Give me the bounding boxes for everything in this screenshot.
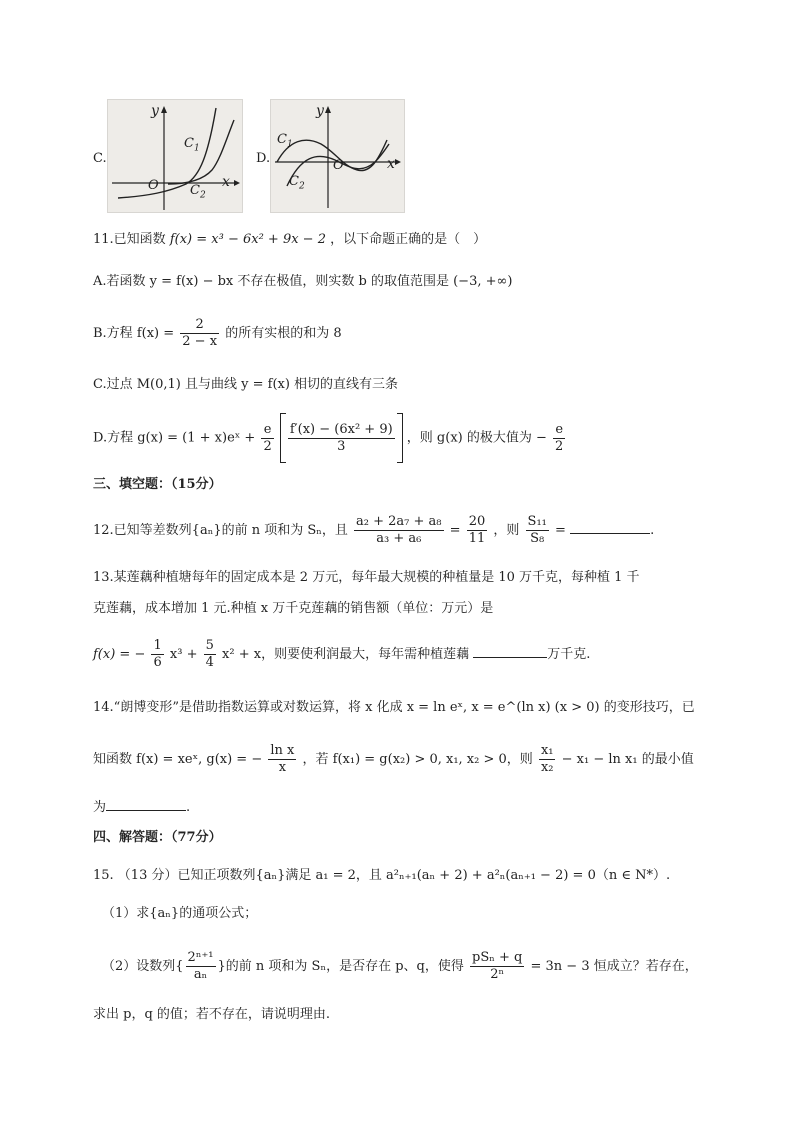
graph-d [271, 100, 404, 212]
left-bracket [280, 413, 286, 463]
q15-part-2-continued: 求出 p，q 的值；若不存在，请说明理由. [93, 1007, 331, 1022]
q11-d-inner: $\frac{\text{f′(x) − (6x² + 9)}}{3}$ [289, 421, 393, 454]
q15-stem: 15. （13 分）已知正项数列{aₙ}满足 a₁ = 2，且 a²ₙ₊₁(aₙ + 2) + a²ₙ(aₙ₊₁ − 2) = 0（n ∈ N*）. [93, 868, 671, 883]
q11-option-b: B.方程 f(x) = $\frac{2}{2 - x}$ 的所有实根的和为 8 [93, 317, 342, 349]
d-y-axis-label: y [316, 103, 324, 119]
q14-line-3: 为 . [93, 800, 191, 815]
q15-condition-fraction: $\frac{\text{pSₙ + q}}{\text{2ⁿ}}$ [472, 950, 523, 982]
q12-fraction-3: $\frac{\text{S₁₁}}{\text{S₈}}$ [527, 514, 547, 546]
q13-line-1: 13.某莲藕种植塘每年的固定成本是 2 万元，每年最大规模的种植量是 10 万千克，每种植 1 千 [93, 570, 640, 585]
q11-d-coef: $\frac{e}{2}$ [263, 421, 272, 454]
q13-answer-blank[interactable] [473, 657, 547, 658]
q13-fraction-b: $\frac{5}{4}$ [205, 638, 214, 670]
c-curve1-label: $C_1$ [184, 136, 200, 154]
q15-part-2: （2）设数列{ $\frac{\text{2ⁿ⁺¹}}{\text{aₙ}}$ }的前 n 项和为 Sₙ，是否存在 p、q，使得 $\frac{\text{pSₙ + q}}{\text{2ⁿ}}$ = 3n − 3 恒成立？若存在， [102, 950, 698, 982]
figure-c [107, 99, 243, 213]
q15-part-1: （1）求{aₙ}的通项公式； [102, 906, 258, 921]
q11-option-d: D.方程 g(x) = (1 + x)eˣ + $\frac{e}{2}$ $\frac{\text{f′(x) − (6x² + 9)}}{3}$ ，则 g(x) 的极大值为 − $\frac{e}{2}$ [93, 413, 567, 463]
option-c-label: C. [93, 151, 107, 166]
q12: 12.已知等差数列{aₙ}的前 n 项和为 Sₙ，且 $\frac{\text{a₂ + 2a₇ + a₈}}{\text{a₃ + a₆}}$ = $\frac{20}{11}$ ，则 $\frac{\text{S₁₁}}{\text{S₈}}$ = . [93, 514, 655, 546]
q14-fraction-ratio: $\frac{\text{x₁}}{\text{x₂}}$ [540, 743, 554, 775]
c-curve2-label: $C_2$ [190, 183, 206, 201]
q11-option-c: C.过点 M(0,1) 且与曲线 y = f(x) 相切的直线有三条 [93, 377, 399, 392]
c-origin-label: O [148, 178, 159, 193]
section-3-title: 三、填空题：（15分） [93, 477, 222, 492]
c-x-axis-label: x [222, 174, 230, 190]
q15-sequence-fraction: $\frac{\text{2ⁿ⁺¹}}{\text{aₙ}}$ [187, 950, 214, 982]
q12-answer-blank[interactable] [570, 533, 650, 534]
q12-fraction-1: $\frac{\text{a₂ + 2a₇ + a₈}}{\text{a₃ + a₆}}$ [356, 514, 442, 546]
q14-line-2: 知函数 f(x) = xeˣ, g(x) = − $\frac{\text{ln x}}{x}$ ，若 f(x₁) = g(x₂) > 0, x₁, x₂ > 0，则 $\frac{\text{x₁}}{\text{x₂}}$ − x₁ − ln x₁ 的最小值 [93, 743, 694, 775]
q14-line-1: 14.“朗博变形”是借助指数运算或对数运算，将 x 化成 x = ln eˣ, x = e^(ln x) (x > 0) 的变形技巧，已 [93, 700, 695, 715]
q14-fraction-g: $\frac{\text{ln x}}{x}$ [270, 743, 295, 775]
d-curve2-label: $C_2$ [289, 174, 305, 192]
right-bracket [397, 413, 403, 463]
option-d-label: D. [256, 151, 271, 166]
figure-d [270, 99, 405, 213]
q12-fraction-2: $\frac{20}{11}$ [468, 514, 486, 546]
q14-answer-blank[interactable] [106, 810, 186, 811]
q13-line-2: 克莲藕，成本增加 1 元.种植 x 万千克莲藕的销售额（单位：万元）是 [93, 601, 494, 616]
d-curve1-label: $C_1$ [277, 132, 293, 150]
q11-stem: 11.已知函数 f(x) = x³ − 6x² + 9x − 2 ，以下命题正确的是（ ） [93, 232, 487, 247]
q11-b-fraction: $\frac{2}{2 - x}$ [182, 317, 218, 349]
q13-fraction-a: $\frac{1}{6}$ [153, 638, 162, 670]
section-4-title: 四、解答题：（77分） [93, 830, 222, 845]
d-origin-label: O [333, 158, 344, 173]
q11-option-a: A.若函数 y = f(x) − bx 不存在极值，则实数 b 的取值范围是 (−3, +∞) [93, 274, 513, 289]
graph-c [108, 100, 242, 212]
d-x-axis-label: x [387, 156, 395, 172]
q13-formula-line: f(x) = − $\frac{1}{6}$ x³ + $\frac{5}{4}$ x² + x，则要使利润最大，每年需种植莲藕 万千克. [93, 638, 591, 670]
q11-d-answer: $\frac{e}{2}$ [555, 421, 564, 454]
c-y-axis-label: y [151, 103, 159, 119]
